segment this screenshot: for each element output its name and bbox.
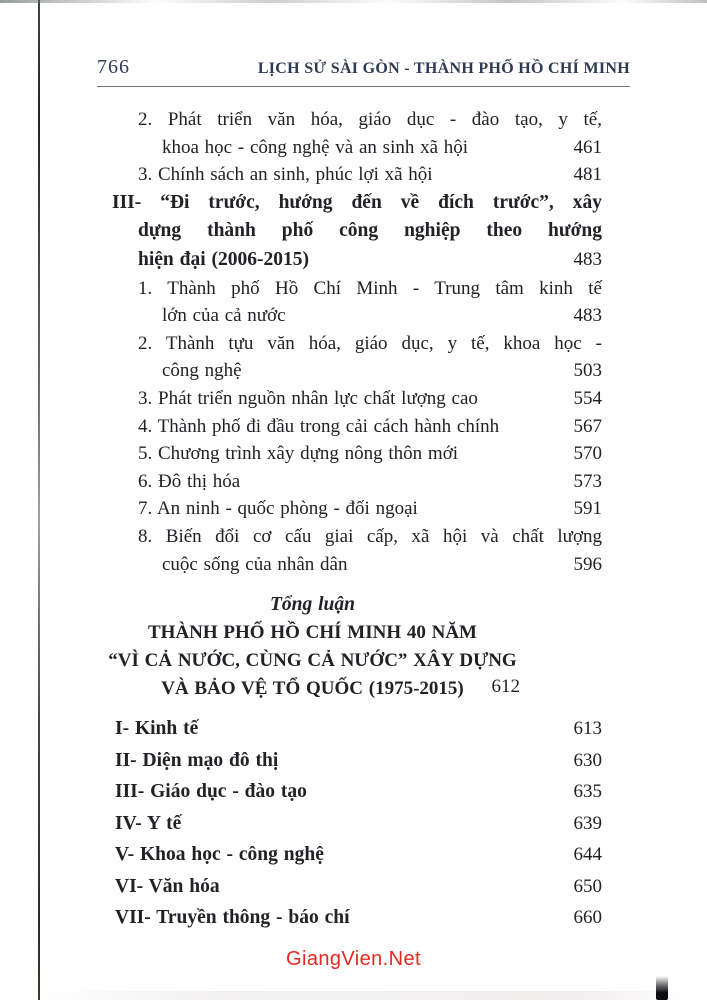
toc-page-number: 635 [573, 781, 602, 803]
toc-line [105, 189, 602, 218]
toc-entry-text: khoa học - công nghệ và an sinh xã hội [162, 136, 469, 158]
toc-page-number: 596 [573, 553, 602, 575]
toc-entry-item [105, 495, 602, 523]
toc-entry-roman [105, 713, 602, 745]
toc-page-number: 613 [573, 718, 602, 740]
toc-line [105, 647, 520, 675]
toc-page-number: 483 [573, 248, 602, 270]
toc-entry-text: III- “Đi trước, hướng đến về đích trước”, xây [112, 191, 602, 213]
toc-entry-roman [105, 902, 602, 934]
toc-line [105, 357, 602, 385]
toc-page-number: 591 [573, 498, 602, 520]
toc-entry-item [105, 385, 602, 413]
toc-entry-text: VI- Văn hóa [115, 875, 220, 897]
toc-entry-item [105, 275, 602, 330]
scan-edge-left [38, 0, 40, 1000]
watermark: GiangVien.Net [286, 948, 421, 970]
toc-entry-roman [105, 808, 602, 840]
toc-entry-text: Tổng luận [270, 594, 355, 616]
toc-page-number: 461 [573, 136, 602, 158]
toc-entry-text: 7. An ninh - quốc phòng - đối ngoại [138, 498, 418, 520]
toc-entry-text: dựng thành phố công nghiệp theo hướng [138, 220, 602, 242]
toc-page-number: 644 [573, 844, 602, 866]
toc-entry-text: VÀ BẢO VỆ TỔ QUỐC (1975-2015) [161, 678, 464, 700]
toc-line [105, 675, 520, 703]
toc-line [105, 776, 602, 808]
toc-page-number: 570 [573, 443, 602, 465]
running-title: LỊCH SỬ SÀI GÒN - THÀNH PHỐ HỒ CHÍ MINH [257, 60, 630, 77]
toc-entry-item [105, 330, 602, 385]
toc-entry-section [105, 189, 602, 275]
scan-smudge-bottom [40, 991, 707, 1000]
toc-line [105, 871, 602, 903]
toc-entry-text: lớn của cả nước [162, 305, 286, 327]
toc-entry-text: II- Diện mạo đô thị [115, 749, 279, 771]
scan-edge-top [0, 0, 707, 3]
toc-entry-item [105, 413, 602, 441]
toc-line [105, 217, 602, 246]
toc-line [105, 468, 602, 496]
toc-entry-text: VII- Truyền thông - báo chí [115, 907, 350, 929]
toc-line [105, 523, 602, 551]
toc-line [105, 134, 602, 162]
toc-line [105, 839, 602, 871]
toc-page-number: 573 [573, 470, 602, 492]
scan-mark-bottom-right [656, 976, 668, 1000]
toc-page-number: 481 [573, 164, 602, 186]
toc-entry-item [105, 468, 602, 496]
page-number: 766 [97, 56, 130, 78]
toc-line [105, 745, 602, 777]
toc-page-number: 483 [573, 305, 602, 327]
toc-entry-item [105, 106, 602, 161]
toc-entry-text: 4. Thành phố đi đầu trong cải cách hành chính [138, 415, 500, 437]
toc-line [105, 619, 520, 647]
toc-page-number: 567 [573, 415, 602, 437]
toc-line [105, 495, 602, 523]
toc-entry-text: III- Giáo dục - đào tạo [115, 781, 307, 803]
toc-entry-item [105, 161, 602, 189]
toc-entry-text: 2. Phát triển văn hóa, giáo dục - đào tạo, y tế, [138, 109, 602, 130]
toc-entry-text: I- Kinh tế [115, 718, 199, 740]
toc-entry-text: THÀNH PHỐ HỒ CHÍ MINH 40 NĂM [148, 622, 477, 644]
toc-entry-item [105, 523, 602, 578]
toc-entry-text: “VÌ CẢ NƯỚC, CÙNG CẢ NƯỚC” XÂY DỰNG [108, 650, 517, 672]
toc-page-number: 630 [573, 749, 602, 771]
toc-page-number: 650 [573, 875, 602, 897]
toc-line [105, 713, 602, 745]
toc-entry-text: hiện đại (2006-2015) [138, 248, 310, 270]
toc-entry-text: V- Khoa học - công nghệ [115, 844, 324, 866]
toc-entry-roman [105, 839, 602, 871]
toc-entry-text: 3. Chính sách an sinh, phúc lợi xã hội [138, 164, 433, 186]
toc-entry-item [105, 440, 602, 468]
toc-line [105, 246, 602, 275]
toc-entry-summary [105, 591, 602, 703]
toc-line [105, 902, 602, 934]
toc-page-number: 612 [491, 676, 520, 698]
toc-entry-text: IV- Y tế [115, 812, 182, 834]
toc-line [105, 551, 602, 579]
toc-entry-text: 8. Biến đổi cơ cấu giai cấp, xã hội và chất lượng [138, 525, 602, 547]
toc-page-number: 554 [573, 387, 602, 409]
toc-line [105, 275, 602, 303]
toc-entry-text: 1. Thành phố Hồ Chí Minh - Trung tâm kinh tế [138, 277, 602, 299]
toc-page-number: 639 [573, 812, 602, 834]
toc-entry-roman [105, 776, 602, 808]
toc-line [105, 808, 602, 840]
toc-entry-text: cuộc sống của nhân dân [162, 553, 348, 575]
toc-entry-text: 5. Chương trình xây dựng nông thôn mới [138, 443, 459, 465]
toc-entry-text: 6. Đô thị hóa [138, 470, 241, 492]
toc-line [105, 302, 602, 330]
toc-line [105, 385, 602, 413]
toc-line [105, 161, 602, 189]
toc-page-number: 660 [573, 907, 602, 929]
toc-line [105, 106, 602, 134]
toc-entry-text: công nghệ [162, 360, 242, 382]
toc-entry-text: 2. Thành tựu văn hóa, giáo dục, y tế, khoa học - [138, 332, 602, 354]
toc-entry-roman [105, 745, 602, 777]
page-header [97, 56, 630, 87]
toc-line [105, 330, 602, 358]
toc-page-number: 503 [573, 360, 602, 382]
toc-line [105, 440, 602, 468]
toc-line [105, 413, 602, 441]
toc [105, 106, 602, 934]
toc-line [105, 591, 520, 619]
toc-entry-text: 3. Phát triển nguồn nhân lực chất lượng cao [138, 387, 478, 409]
toc-entry-roman [105, 871, 602, 903]
